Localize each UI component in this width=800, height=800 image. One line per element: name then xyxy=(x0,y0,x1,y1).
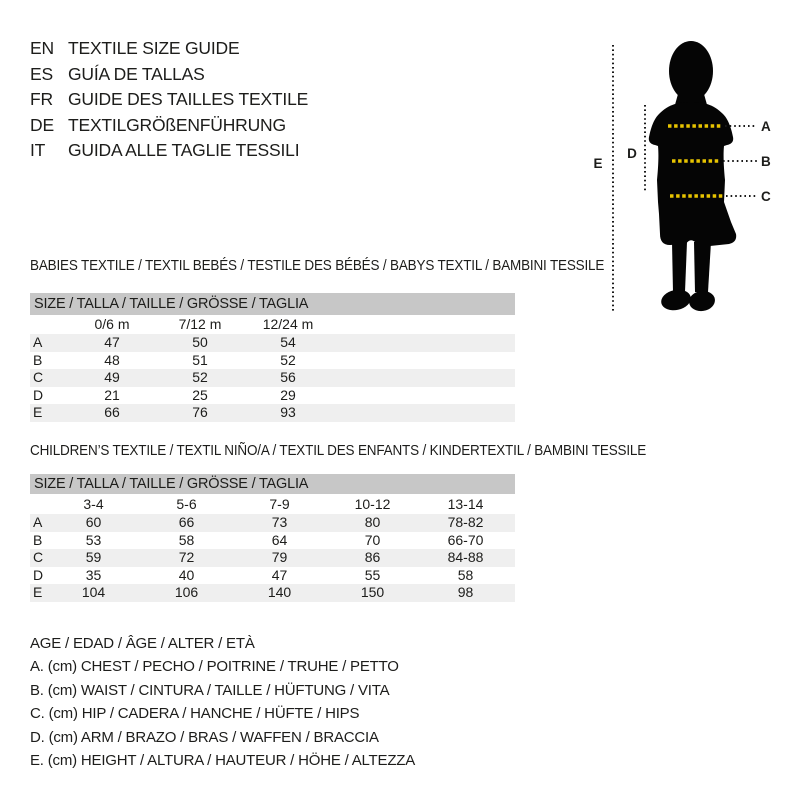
cell: 35 xyxy=(85,566,102,583)
children-table xyxy=(30,494,515,602)
cell: 54 xyxy=(280,334,296,350)
lang-code: IT xyxy=(30,140,46,161)
row-label: B xyxy=(33,531,43,548)
cell: 55 xyxy=(364,566,381,583)
filler-cell xyxy=(332,334,515,352)
babies-title: BABIES TEXTILE / TEXTIL BEBÉS / TESTILE DES BÉBÉS / BABYS TEXTIL / BAMBINI TESSILE xyxy=(30,257,605,274)
cell: 66-70 xyxy=(447,531,484,548)
cell: 140 xyxy=(267,584,292,600)
lang-title: TEXTILGRÖßENFÜHRUNG xyxy=(68,114,286,135)
silhouette-left-leg xyxy=(672,242,687,292)
silhouette-head xyxy=(669,41,713,101)
title-row-de xyxy=(30,113,308,139)
lang-code: DE xyxy=(30,114,54,135)
row-label: E xyxy=(33,584,43,600)
cell: 59 xyxy=(85,549,102,565)
hip-label: C xyxy=(761,189,771,204)
table-row-a xyxy=(30,514,515,532)
corner-cell xyxy=(30,315,68,334)
chest-label: A xyxy=(761,119,771,134)
silhouette-right-leg xyxy=(694,242,711,292)
arm-label: D xyxy=(627,146,637,161)
table-row-b xyxy=(30,352,515,370)
filler-cell xyxy=(332,315,515,334)
child-silhouette-icon xyxy=(649,41,736,313)
column-header: 5-6 xyxy=(176,496,197,512)
cell: 70 xyxy=(364,531,381,548)
cell: 64 xyxy=(271,531,288,548)
babies-column-header-row xyxy=(30,315,515,334)
title-row-en xyxy=(30,36,308,62)
column-header: 3-4 xyxy=(83,496,104,512)
babies-size-header: SIZE / TALLA / TAILLE / GRÖSSE / TAGLIA xyxy=(30,293,515,315)
filler-cell xyxy=(512,494,515,514)
cell: 150 xyxy=(360,584,385,600)
cell: 56 xyxy=(280,369,296,385)
legend-age-line: AGE / EDAD / ÂGE / ALTER / ETÀ xyxy=(30,635,255,652)
cell: 21 xyxy=(104,386,120,403)
cell: 52 xyxy=(280,351,296,368)
row-label: B xyxy=(33,351,43,368)
row-label: A xyxy=(33,514,43,530)
legend-waist-line: B. (cm) WAIST / CINTURA / TAILLE / HÜFTUNG / VITA xyxy=(30,681,390,699)
cell: 73 xyxy=(271,514,288,530)
lang-title: TEXTILE SIZE GUIDE xyxy=(68,38,240,58)
filler-cell xyxy=(332,404,515,422)
silhouette-right-shoe xyxy=(688,289,717,312)
cell: 84-88 xyxy=(447,549,484,565)
table-row-d xyxy=(30,387,515,405)
column-header: 0/6 m xyxy=(94,316,130,332)
corner-cell xyxy=(30,494,47,514)
filler-cell xyxy=(512,549,515,567)
cell: 76 xyxy=(192,404,208,420)
cell: 93 xyxy=(280,404,296,420)
cell: 60 xyxy=(85,514,102,530)
silhouette-left-shoe xyxy=(659,287,693,313)
cell: 40 xyxy=(178,566,195,583)
table-row-e xyxy=(30,584,515,602)
lang-code: FR xyxy=(30,89,53,110)
cell: 51 xyxy=(192,351,208,368)
lang-title: GUIDE DES TAILLES TEXTILE xyxy=(68,89,309,110)
babies-section xyxy=(30,257,605,422)
child-measurement-figure xyxy=(575,18,785,330)
filler-cell xyxy=(332,387,515,405)
table-row-d xyxy=(30,567,515,585)
filler-cell xyxy=(512,584,515,602)
row-label: E xyxy=(33,404,43,420)
legend-chest-line: A. (cm) CHEST / PECHO / POITRINE / TRUHE / PETTO xyxy=(30,658,399,676)
filler-cell xyxy=(512,532,515,550)
row-label: A xyxy=(33,334,43,350)
cell: 106 xyxy=(174,584,199,600)
lang-title: GUIDA ALLE TAGLIE TESSILI xyxy=(68,140,300,161)
column-header: 10-12 xyxy=(354,496,391,512)
row-label: D xyxy=(33,386,44,403)
children-title: CHILDREN’S TEXTILE / TEXTIL NIÑO/A / TEXTIL DES ENFANTS / KINDERTEXTIL / BAMBINI TESSILE xyxy=(30,442,647,459)
cell: 48 xyxy=(104,351,120,368)
silhouette-body xyxy=(649,102,736,246)
language-title-block xyxy=(30,36,308,164)
filler-cell xyxy=(512,567,515,585)
children-size-header: SIZE / TALLA / TAILLE / GRÖSSE / TAGLIA xyxy=(30,474,515,494)
table-row-c xyxy=(30,369,515,387)
measurement-legend xyxy=(30,632,415,772)
cell: 29 xyxy=(280,386,296,403)
height-label: E xyxy=(593,156,603,171)
cell: 72 xyxy=(178,549,195,565)
cell: 50 xyxy=(192,334,208,350)
children-column-header-row xyxy=(30,494,515,514)
legend-hip-line: C. (cm) HIP / CADERA / HANCHE / HÜFTE / HIPS xyxy=(30,705,360,723)
lang-code: ES xyxy=(30,63,53,84)
table-row-a xyxy=(30,334,515,352)
column-header: 12/24 m xyxy=(262,316,314,332)
table-row-e xyxy=(30,404,515,422)
cell: 52 xyxy=(192,369,208,385)
title-row-es xyxy=(30,62,308,88)
waist-label: B xyxy=(761,154,771,169)
row-label: C xyxy=(33,549,44,565)
cell: 47 xyxy=(271,566,288,583)
cell: 78-82 xyxy=(447,514,484,530)
filler-cell xyxy=(332,369,515,387)
column-header: 7-9 xyxy=(269,496,290,512)
cell: 80 xyxy=(364,514,381,530)
row-label: C xyxy=(33,369,44,385)
cell: 53 xyxy=(85,531,102,548)
babies-table xyxy=(30,315,515,422)
lang-code: EN xyxy=(30,38,54,58)
cell: 66 xyxy=(104,404,120,420)
cell: 25 xyxy=(192,386,208,403)
column-header: 7/12 m xyxy=(178,316,222,332)
column-header: 13-14 xyxy=(447,496,484,512)
legend-height-line: E. (cm) HEIGHT / ALTURA / HAUTEUR / HÖHE / ALTEZZA xyxy=(30,752,416,770)
table-row-b xyxy=(30,532,515,550)
cell: 79 xyxy=(271,549,288,565)
measurement-diagram xyxy=(575,18,785,330)
filler-cell xyxy=(332,352,515,370)
cell: 104 xyxy=(81,584,106,600)
legend-arm-line: D. (cm) ARM / BRAZO / BRAS / WAFFEN / BRACCIA xyxy=(30,728,379,746)
filler-cell xyxy=(512,514,515,532)
cell: 58 xyxy=(178,531,195,548)
cell: 58 xyxy=(457,566,474,583)
cell: 66 xyxy=(178,514,195,530)
lang-title: GUÍA DE TALLAS xyxy=(68,63,205,84)
cell: 49 xyxy=(104,369,120,385)
title-row-it xyxy=(30,138,308,164)
cell: 86 xyxy=(364,549,381,565)
cell: 98 xyxy=(457,584,474,600)
cell: 47 xyxy=(104,334,120,350)
table-row-c xyxy=(30,549,515,567)
children-section xyxy=(30,442,647,602)
row-label: D xyxy=(33,566,44,583)
title-row-fr xyxy=(30,87,308,113)
